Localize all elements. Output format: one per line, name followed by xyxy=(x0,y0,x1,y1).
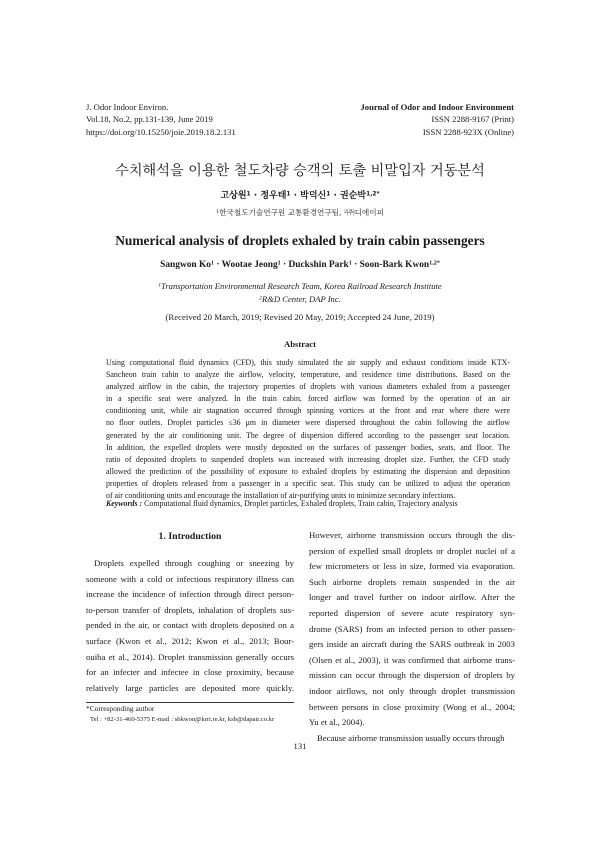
footnote xyxy=(86,704,306,725)
author-affil-mark: 1,2* xyxy=(366,191,380,198)
affil-text: R&D Center, DAP Inc. xyxy=(261,294,341,305)
keywords xyxy=(106,499,510,508)
text-line: drome (SARS) from an infected person to other passen- xyxy=(309,623,515,634)
text-line: longer and travel further on indoor airflow. After the xyxy=(309,592,515,603)
text-line: increase the incidence of infection through direct person- xyxy=(86,589,294,600)
affil-text: ㈜디에이피 xyxy=(346,208,384,217)
abstract-line: of air conditioning units and encourage the installation of air-purifying units to minimize secondary infections. xyxy=(106,491,456,501)
abstract-line: In addition, the expelled droplets were mostly deposited on the surfaces of passenger bodies, seats, and floor. The xyxy=(106,442,510,452)
text-line: mission can occur through the dispersion of droplets by xyxy=(309,670,515,681)
text-line: Droplets expelled through coughing or sneezing by xyxy=(94,558,294,568)
left-column-text xyxy=(86,556,294,696)
journal-citation-block xyxy=(86,101,236,138)
author-affil-mark: 1 xyxy=(210,260,215,267)
english-affiliations xyxy=(0,280,600,307)
abstract-line: no floor outlets. Droplet particles ≤36 μm in diameter were dispersed throughout the cabin following the airflow xyxy=(106,418,510,428)
author-separator: · xyxy=(280,260,289,270)
text-line: indoor airflows, not only through droplet transmission xyxy=(309,685,515,696)
korean-title: 수치해석을 이용한 철도차량 승객의 토출 비말입자 거동분석 xyxy=(115,163,485,179)
issn-online: ISSN 2288-923X (Online) xyxy=(422,126,514,137)
abstract-line: generated by the air conditioning unit. The degree of dispersion differed according to the passenger seat location. xyxy=(106,430,510,440)
page-number: 131 xyxy=(293,741,307,751)
author-separator: · xyxy=(351,260,360,270)
author-affil-mark: 1 xyxy=(326,191,331,198)
text-line: pended in the air, or contact with droplets deposited on a xyxy=(86,620,294,631)
text-line: between persons in close proximity (Wong et al., 2004; xyxy=(309,701,515,712)
corresponding-author-note: *Corresponding author xyxy=(86,704,155,713)
contact-info: Tel : +82-31-460-5375 E-mail : sbkwon@krri.re.kr, ksb@dapair.co.kr xyxy=(90,715,275,723)
author-separator: · xyxy=(290,191,301,201)
text-line: relatively large particles are deposited more quickly. xyxy=(86,682,294,693)
author-affil-mark: 1 xyxy=(348,260,352,267)
abstract-line: in a specific seat were analyzed. In the train cabin, forced airflow was formed by the operation of an air xyxy=(106,394,510,404)
text-line: reported dispersion of severe acute respiratory syn- xyxy=(309,607,515,618)
abstract-line: Sancheon train cabin to analyze the airflow, velocity, temperature, and residence time distributions. Based on the xyxy=(106,370,510,380)
abstract-line: ratio of deposited droplets to suspended droplets was increased with increasing droplet size. Further, the CFD study xyxy=(106,454,510,464)
text-line: for an infecter and infectee in close proximity, because xyxy=(86,667,294,678)
author-name: Duckshin Park xyxy=(288,260,349,270)
affil-mark: 2 xyxy=(343,208,347,215)
text-line: However, airborne transmission occurs through the dis- xyxy=(309,530,515,540)
affil-mark: 1 xyxy=(158,282,162,289)
korean-authors xyxy=(0,188,600,201)
affil-mark: 2 xyxy=(259,295,262,302)
text-line: to-person transfer of droplets, inhalation of droplets sus- xyxy=(86,604,294,615)
author-affil-mark: 1 xyxy=(286,191,291,198)
footnote-divider xyxy=(86,702,294,703)
keywords-label: Keywords : xyxy=(106,499,143,508)
author-name: 정우태 xyxy=(260,191,287,201)
received-dates: (Received 20 March, 2019; Revised 20 May, 2019; Accepted 24 June, 2019) xyxy=(165,312,435,322)
volume-info: Vol.18, No.2, pp.131-139, June 2019 xyxy=(86,114,213,125)
author-name: 박덕신 xyxy=(300,191,327,201)
author-affil-mark: 1,2* xyxy=(429,260,440,267)
text-line: surface (Kwon et al., 2012; Kwon et al., 2013; Bour- xyxy=(86,635,294,646)
text-line: Such airborne droplets remain suspended in the air xyxy=(309,576,515,587)
author-separator: · xyxy=(250,191,261,201)
text-line: Yu et al., 2004). xyxy=(309,717,365,728)
text-line: (Olsen et al., 2003), it was confirmed that airborne trans- xyxy=(309,654,515,665)
affiliation-line xyxy=(0,280,600,293)
abstract-line: properties of droplets released from a passenger in a specific seat. This study can be utilized to adjust the operation xyxy=(106,478,510,488)
journal-issn-block xyxy=(360,101,514,138)
author-separator: · xyxy=(330,191,341,201)
text-line: few micrometers or less in size, formed via evaporation. xyxy=(309,561,515,572)
english-authors xyxy=(0,260,600,270)
affiliation-line xyxy=(0,293,600,306)
abstract-heading: Abstract xyxy=(284,339,316,349)
author-name: 고상원 xyxy=(220,191,247,201)
section-heading: 1. Introduction xyxy=(158,531,222,542)
author-separator: · xyxy=(214,260,222,270)
english-title: Numerical analysis of droplets exhaled by train cabin passengers xyxy=(115,233,485,248)
issn-print: ISSN 2288-9167 (Print) xyxy=(431,114,514,125)
journal-name: Journal of Odor and Indoor Environment xyxy=(360,102,514,112)
author-affil-mark: 1 xyxy=(277,260,281,267)
affil-text: 한국철도기술연구원 교통환경연구팀, xyxy=(219,208,344,217)
author-name: 권순박 xyxy=(340,191,367,201)
abstract-body xyxy=(106,357,510,502)
abstract-line: allowed the prediction of the possibility of exposure to exhaled droplets by estimating the dispersion and deposition xyxy=(106,466,510,476)
text-line: ouiba et al., 2014). Droplet transmission generally occurs xyxy=(86,651,294,662)
abstract-line: conditioning unit, while air stagnation occurred through spinning vortices at the front and rear where there were xyxy=(106,406,510,416)
right-column-text xyxy=(309,528,515,746)
author-name: Soon-Bark Kwon xyxy=(359,260,430,270)
doi-link[interactable]: https://doi.org/10.15250/joie.2019.18.2.131 xyxy=(86,126,236,137)
affil-mark: 1 xyxy=(216,208,220,215)
text-line: someone with a cold or infectious respiratory illness can xyxy=(86,573,294,584)
author-name: Sangwon Ko xyxy=(160,260,211,270)
author-affil-mark: 1 xyxy=(246,191,251,198)
affil-text: Transportation Environmental Research Team, Korea Railroad Research Institute xyxy=(161,281,442,291)
abstract-line: analyzed airflow in the cabin, the trajectory properties of droplets with various diameters exhaled from a passenger xyxy=(106,382,510,392)
author-name: Wootae Jeong xyxy=(221,260,278,270)
abstract-line: Using computational fluid dynamics (CFD), this study simulated the air supply and exhaust conditions inside KTX- xyxy=(106,358,510,367)
korean-affiliation xyxy=(0,207,600,218)
text-line: gers inside an aircraft during the SARS outbreak in 2003 xyxy=(309,639,515,650)
journal-abbrev: J. Odor Indoor Environ. xyxy=(86,102,169,112)
text-line: persion of expelled small droplets or droplet nuclei of a xyxy=(309,545,515,556)
text-line: Because airborne transmission usually occurs through xyxy=(317,732,505,743)
keywords-text: Computational fluid dynamics, Droplet particles, Exhaled droplets, Train cabin, Trajectory analysis xyxy=(144,499,458,508)
